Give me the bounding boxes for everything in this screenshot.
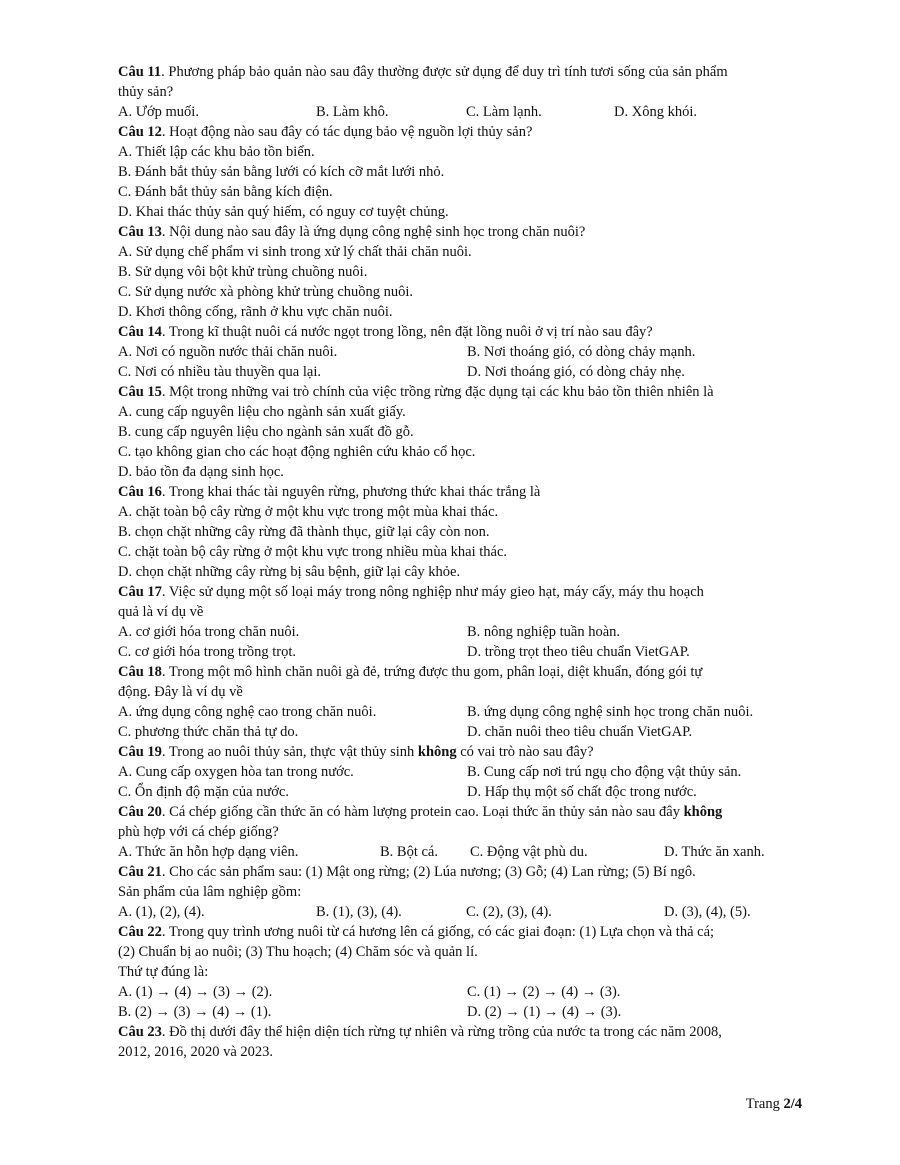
options-row — [118, 622, 808, 642]
question-text: . Cá chép giống cần thức ăn có hàm lượng protein cao. Loại thức ăn thủy sản nào sau đây — [161, 804, 684, 820]
option-a: A. ứng dụng công nghệ cao trong chăn nuôi. — [118, 704, 377, 720]
option-b: B. Làm khô. — [316, 104, 389, 120]
question-21-cont: Sản phẩm của lâm nghiệp gồm: — [118, 884, 302, 900]
question-22 — [118, 922, 808, 942]
page-label: Trang — [745, 1096, 784, 1112]
options-row — [118, 1002, 808, 1022]
question-21 — [118, 862, 808, 882]
options-row — [118, 362, 808, 382]
question-number: Câu 13 — [118, 224, 162, 240]
option-b: B. chọn chặt những cây rừng đã thành thục, giữ lại cây còn non. — [118, 524, 490, 540]
page-count: 2/4 — [783, 1096, 802, 1112]
options-row — [118, 342, 808, 362]
option-a: A. Thức ăn hỗn hợp dạng viên. — [118, 844, 299, 860]
question-23-cont: 2012, 2016, 2020 và 2023. — [118, 1044, 274, 1060]
question-22-cont: (2) Chuẩn bị ao nuôi; (3) Thu hoạch; (4) Chăm sóc và quản lí. — [118, 944, 478, 960]
option-b: B. Bột cá. — [380, 844, 438, 860]
question-number: Câu 21 — [118, 864, 162, 880]
question-17 — [118, 582, 808, 602]
question-number: Câu 18 — [118, 664, 162, 680]
question-number: Câu 16 — [118, 484, 162, 500]
option-b: B. Cung cấp nơi trú ngụ cho động vật thủy sản. — [467, 764, 742, 780]
option-d: D. trồng trọt theo tiêu chuẩn VietGAP. — [467, 644, 690, 660]
question-text: . Đồ thị dưới đây thể hiện diện tích rừng tự nhiên và rừng trồng của nước ta trong các năm 2008, — [161, 1024, 722, 1040]
option-a: A. chặt toàn bộ cây rừng ở một khu vực trong một mùa khai thác. — [118, 504, 499, 520]
question-number: Câu 14 — [118, 324, 162, 340]
option-d: D. (2) → (1) → (4) → (3). — [467, 1004, 622, 1020]
option-c: C. (1) → (2) → (4) → (3). — [467, 984, 621, 1000]
option-c: C. Động vật phù du. — [470, 844, 588, 860]
option-a: A. (1) → (4) → (3) → (2). — [118, 984, 273, 1000]
question-text: . Trong khai thác tài nguyên rừng, phương thức khai thác trắng là — [161, 484, 541, 500]
options-row — [118, 782, 808, 802]
options-row — [118, 902, 808, 922]
options-row — [118, 102, 808, 122]
question-text: . Trong kĩ thuật nuôi cá nước ngọt trong lồng, nên đặt lồng nuôi ở vị trí nào sau đây? — [161, 324, 653, 340]
question-19 — [118, 742, 808, 762]
question-number: Câu 20 — [118, 804, 162, 820]
option-c: C. Ổn định độ mặn của nước. — [118, 784, 289, 800]
emphasis-word: không — [683, 804, 723, 820]
question-17-cont: quả là ví dụ về — [118, 604, 204, 620]
option-b: B. Nơi thoáng gió, có dòng chảy mạnh. — [467, 344, 696, 360]
question-16 — [118, 482, 808, 502]
option-b: B. cung cấp nguyên liệu cho ngành sản xuất đồ gỗ. — [118, 424, 414, 440]
question-number: Câu 22 — [118, 924, 162, 940]
question-number: Câu 19 — [118, 744, 162, 760]
option-d: D. Khai thác thủy sản quý hiếm, có nguy cơ tuyệt chủng. — [118, 204, 449, 220]
option-c: C. Đánh bắt thủy sản bằng kích điện. — [118, 184, 333, 200]
question-text: . Trong ao nuôi thủy sản, thực vật thủy sinh — [161, 744, 418, 760]
option-a: A. cung cấp nguyên liệu cho ngành sản xuất giấy. — [118, 404, 406, 420]
exam-page — [118, 62, 808, 1062]
option-b: B. nông nghiệp tuần hoàn. — [467, 624, 621, 640]
option-b: B. Sử dụng vôi bột khử trùng chuồng nuôi. — [118, 264, 368, 280]
question-20 — [118, 802, 808, 822]
option-a: A. Ướp muối. — [118, 104, 199, 120]
option-c: C. Làm lạnh. — [466, 104, 542, 120]
question-number: Câu 17 — [118, 584, 162, 600]
question-23 — [118, 1022, 808, 1042]
question-text: . Trong quy trình ương nuôi từ cá hương lên cá giống, có các giai đoạn: (1) Lựa chọn và thả cá; — [161, 924, 715, 940]
question-14 — [118, 322, 808, 342]
question-text: . Nội dung nào sau đây là ứng dụng công nghệ sinh học trong chăn nuôi? — [161, 224, 586, 240]
option-a: A. Cung cấp oxygen hòa tan trong nước. — [118, 764, 354, 780]
option-a: A. (1), (2), (4). — [118, 904, 205, 920]
question-text-end: có vai trò nào sau đây? — [456, 744, 594, 760]
option-c: C. Nơi có nhiều tàu thuyền qua lại. — [118, 364, 321, 380]
option-b: B. ứng dụng công nghệ sinh học trong chăn nuôi. — [467, 704, 754, 720]
option-b: B. (2) → (3) → (4) → (1). — [118, 1004, 272, 1020]
question-13 — [118, 222, 808, 242]
question-text: . Trong một mô hình chăn nuôi gà đẻ, trứng được thu gom, phân loại, diệt khuẩn, đóng gói tự — [161, 664, 703, 680]
options-row — [118, 642, 808, 662]
option-c: C. phương thức chăn thả tự do. — [118, 724, 299, 740]
option-d: D. chọn chặt những cây rừng bị sâu bệnh, giữ lại cây khỏe. — [118, 564, 461, 580]
question-number: Câu 23 — [118, 1024, 162, 1040]
question-11-cont: thủy sản? — [118, 84, 174, 100]
option-a: A. Sử dụng chế phẩm vi sinh trong xử lý chất thải chăn nuôi. — [118, 244, 472, 260]
question-12 — [118, 122, 808, 142]
option-d: D. Hấp thụ một số chất độc trong nước. — [467, 784, 697, 800]
option-c: C. chặt toàn bộ cây rừng ở một khu vực trong nhiều mùa khai thác. — [118, 544, 508, 560]
options-row — [118, 762, 808, 782]
question-text: . Việc sử dụng một số loại máy trong nông nghiệp như máy gieo hạt, máy cấy, máy thu hoạch — [161, 584, 704, 600]
options-row — [118, 982, 808, 1002]
question-18-cont: động. Đây là ví dụ về — [118, 684, 243, 700]
option-c: C. tạo không gian cho các hoạt động nghiên cứu khảo cổ học. — [118, 444, 476, 460]
question-22-prompt: Thứ tự đúng là: — [118, 964, 209, 980]
question-text: . Hoạt động nào sau đây có tác dụng bảo vệ nguồn lợi thủy sản? — [161, 124, 533, 140]
option-d: D. bảo tồn đa dạng sinh học. — [118, 464, 284, 480]
question-15 — [118, 382, 808, 402]
question-number: Câu 11 — [118, 64, 162, 80]
question-number: Câu 15 — [118, 384, 162, 400]
option-a: A. Thiết lập các khu bảo tồn biển. — [118, 144, 315, 160]
option-d: D. chăn nuôi theo tiêu chuẩn VietGAP. — [467, 724, 693, 740]
question-text: . Một trong những vai trò chính của việc trồng rừng đặc dụng tại các khu bảo tồn thiên nhiên là — [161, 384, 714, 400]
options-row — [118, 702, 808, 722]
option-d: D. Thức ăn xanh. — [664, 844, 765, 860]
option-b: B. (1), (3), (4). — [316, 904, 402, 920]
option-c: C. Sử dụng nước xà phòng khử trùng chuồng nuôi. — [118, 284, 414, 300]
option-d: D. Nơi thoáng gió, có dòng chảy nhẹ. — [467, 364, 685, 380]
option-b: B. Đánh bắt thủy sản bằng lưới có kích cỡ mắt lưới nhỏ. — [118, 164, 445, 180]
options-row — [118, 722, 808, 742]
question-text: . Cho các sản phẩm sau: (1) Mật ong rừng; (2) Lúa nương; (3) Gỗ; (4) Lan rừng; (5) Bí ngô. — [161, 864, 696, 880]
option-d: D. (3), (4), (5). — [664, 904, 751, 920]
emphasis-word: không — [417, 744, 457, 760]
option-c: C. (2), (3), (4). — [466, 904, 552, 920]
option-d: D. Khơi thông cống, rãnh ở khu vực chăn nuôi. — [118, 304, 393, 320]
option-a: A. cơ giới hóa trong chăn nuôi. — [118, 624, 300, 640]
option-d: D. Xông khói. — [614, 104, 697, 120]
option-a: A. Nơi có nguồn nước thải chăn nuôi. — [118, 344, 338, 360]
question-20-cont: phù hợp với cá chép giống? — [118, 824, 279, 840]
question-11 — [118, 62, 808, 82]
page-number — [746, 1096, 802, 1113]
question-number: Câu 12 — [118, 124, 162, 140]
options-row — [118, 842, 808, 862]
option-c: C. cơ giới hóa trong trồng trọt. — [118, 644, 297, 660]
question-text: . Phương pháp bảo quản nào sau đây thường được sử dụng để duy trì tính tươi sống của sản phẩm — [161, 64, 728, 80]
question-18 — [118, 662, 808, 682]
